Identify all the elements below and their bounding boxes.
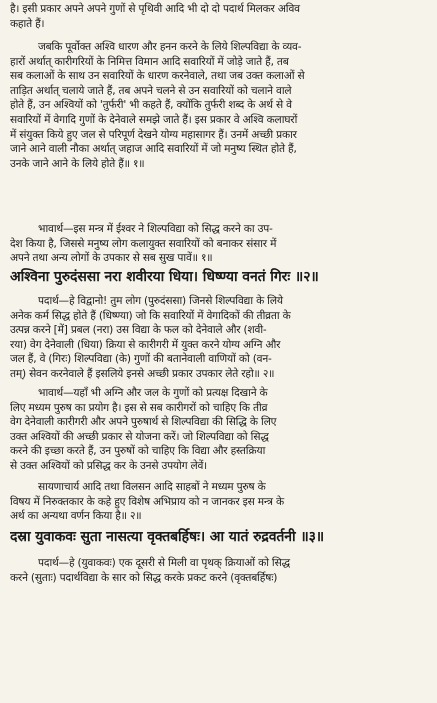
text-line: हारों अर्थात् कारीगरियों के निमित्त विमान आदि सवारियों में जोड़े जाते हैं, तब [10,55,289,68]
text-line: जल हैं, वे (गिरः) शिल्पविद्या (के) गुणों की बतानेवाली वाणियों को (वन- [10,353,272,366]
text-line: पदार्थ—हे (युवाकवः) एक दूसरी से मिली वा पृथक् क्रियाओं को सिद्ध [38,557,290,569]
paragraph-padarth-3 [10,556,431,585]
paragraph-explanation [10,40,431,171]
text-line: कहाते हैं। [10,17,45,30]
text-line: सवारियों में वेगादि गुणों के देनेवाले समझे जाते हैं। इस प्रकार वे अश्वि कलाघरों [10,113,298,126]
text-line: है। इसी प्रकार अपने अपने गुणों से पृथिवी आदि भी दो दो पदार्थ मिलकर अविव [10,3,300,15]
paragraph-bhavarth-2 [10,386,431,474]
text-line: में संयुक्त किये हुए जल से परिपूर्ण देखने योग्य महासागर हैं। उनमें अच्छी प्रकार [10,128,297,141]
text-line: करने की इच्छा करते हैं, उन पुरुषों को चाहिए कि विद्या और हस्तक्रिया [10,445,266,458]
text-line: देश किया है, जिससे मनुष्य लोग कलायुक्त सवारियों को बनाकर संसार में [10,237,277,250]
paragraph-continuation [10,2,431,31]
verse-line: दस्रा युवाकवः सुता नासत्या वृक्तबर्हिषः। आ यातं रुद्रवर्तनी ॥३॥ [10,529,325,545]
paragraph-padarth-2 [10,294,431,382]
text-line: सायणाचार्य आदि तथा विलसन आदि साहबों ने मध्यम पुरुष के [38,481,266,493]
text-line: जबकि पूर्वोक्त अश्वि धारण और हनन करने के लिये शिल्पविद्या के व्यव- [38,41,302,53]
paragraph-bhavarth-1 [10,222,431,266]
text-line: रया) वेग देनेवाली (धिया) क्रिया से कारीगरी में युक्त करने योग्य अग्नि और [10,338,281,351]
text-line: होते हैं, उन अश्वियों को 'तुर्फरी' भी कहते हैं, क्योंकि तुर्फरी शब्द के अर्थ से वे [10,99,292,112]
text-line: से उक्त अश्वियों को प्रसिद्ध कर के उनसे उपयोग लेवें। [10,459,207,472]
text-line: भावार्थ—इस मन्त्र में ईश्वर ने शिल्पविद्या को सिद्ध करने का उप- [38,223,273,235]
text-line: उनके जाने आने के लिये होते हैं॥ १॥ [10,157,145,170]
text-line: जाने आने वाली नौका अर्थात् जहाज आदि सवारियों में जो मनुष्य स्थित होते हैं, [10,143,297,156]
text-line: भावार्थ—यहाँ भी अग्नि और जल के गुणों को प्रत्यक्ष दिखाने के [38,387,268,399]
text-line: अर्थ का अन्यथा वर्णन किया है॥ २॥ [10,510,142,523]
text-line: पदार्थ—हे विद्वानो! तुम लोग (पुरुदंससा) जिनसे शिल्पविद्या के लिये [38,295,283,307]
verse-3 [10,528,431,547]
paragraph-sayana-note [10,480,431,524]
text-line: अपने तथा अन्य लोगों के उपकार से सब सुख पावें॥ १॥ [10,252,213,265]
text-line: वेग देनेवाली कारीगरी और अपने पुरुषार्थ से शिल्पविद्या की सिद्धि के लिए [10,416,277,429]
text-line: अनेक कर्म सिद्ध होते हैं (धिष्ण्या) जो कि सवारियों में वेगादिकों की तीव्रता के [10,309,291,322]
text-line: लिए मध्यम पुरुष का प्रयोग है। इस से सब कारीगरों को चाहिए कि तीव्र [10,401,268,414]
text-line: विषय में निरुक्तकार के कहे हुए विशेष अभिप्राय को न जानकर इस मन्त्र के [10,495,284,508]
text-line: उक्त अश्वियों की अच्छी प्रकार से योजना करें। जो शिल्पविद्या को सिद्ध [10,430,269,443]
text-line: ताड़ित अर्थात् चलाये जाते हैं, तब अपने चलने से उन सवारियों को चलाने वाले [10,84,292,97]
text-line: सब कलाओं के साथ उन सवारियों के धारण करनेवाले, तथा जब उक्त कलाओं से [10,70,305,83]
text-line: करने (सुताः) पदार्थविद्या के सार को सिद्ध करके प्रकट करने (वृक्तबर्हिषः) [10,571,278,584]
verse-line: अश्विना पुरुदंससा नरा शवीरया धिया। धिष्ण्या वनतं गिरः ॥२॥ [10,269,319,285]
text-line: उत्पन्न करने [में] प्रबल (नरा) उस विद्या के फल को देनेवाले और (शवी- [10,324,267,337]
text-line: तम्) सेवन करनेवाले हैं इसलिये इनसे अच्छी प्रकार उपकार लेते रहो॥ २॥ [10,367,275,380]
verse-2 [10,268,431,287]
